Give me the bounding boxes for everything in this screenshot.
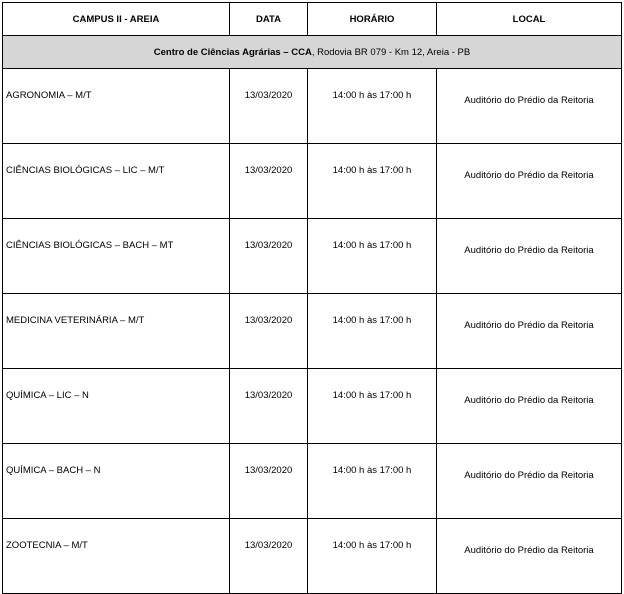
time-cell: 14:00 h às 17:00 h bbox=[308, 69, 437, 144]
header-campus: CAMPUS II - AREIA bbox=[3, 3, 230, 36]
table-row bbox=[3, 369, 622, 444]
time-cell: 14:00 h às 17:00 h bbox=[308, 294, 437, 369]
time-cell: 14:00 h às 17:00 h bbox=[308, 369, 437, 444]
date-cell: 13/03/2020 bbox=[230, 444, 308, 519]
course-cell: CIÊNCIAS BIOLÓGICAS – BACH – MT bbox=[3, 219, 230, 294]
local-cell: Auditório do Prédio da Reitoria bbox=[437, 69, 622, 144]
header-time: HORÁRIO bbox=[308, 3, 437, 36]
local-cell: Auditório do Prédio da Reitoria bbox=[437, 219, 622, 294]
course-cell: AGRONOMIA – M/T bbox=[3, 69, 230, 144]
table-row bbox=[3, 519, 622, 594]
date-cell: 13/03/2020 bbox=[230, 144, 308, 219]
campus-row bbox=[3, 36, 622, 69]
table-row bbox=[3, 294, 622, 369]
local-cell: Auditório do Prédio da Reitoria bbox=[437, 144, 622, 219]
time-cell: 14:00 h às 17:00 h bbox=[308, 144, 437, 219]
local-cell: Auditório do Prédio da Reitoria bbox=[437, 294, 622, 369]
time-cell: 14:00 h às 17:00 h bbox=[308, 219, 437, 294]
center-address: , Rodovia BR 079 - Km 12, Areia - PB bbox=[311, 46, 471, 58]
time-cell: 14:00 h às 17:00 h bbox=[308, 519, 437, 594]
date-cell: 13/03/2020 bbox=[230, 219, 308, 294]
local-cell: Auditório do Prédio da Reitoria bbox=[437, 369, 622, 444]
local-cell: Auditório do Prédio da Reitoria bbox=[437, 444, 622, 519]
local-cell: Auditório do Prédio da Reitoria bbox=[437, 519, 622, 594]
header-row bbox=[3, 3, 622, 36]
course-cell: QUÍMICA – BACH – N bbox=[3, 444, 230, 519]
date-cell: 13/03/2020 bbox=[230, 369, 308, 444]
center-name: Centro de Ciências Agrárias – CCA bbox=[153, 46, 312, 58]
table-row bbox=[3, 144, 622, 219]
time-cell: 14:00 h às 17:00 h bbox=[308, 444, 437, 519]
course-cell: CIÊNCIAS BIOLÓGICAS – LIC – M/T bbox=[3, 144, 230, 219]
campus-cell bbox=[3, 36, 622, 69]
date-cell: 13/03/2020 bbox=[230, 294, 308, 369]
table-row bbox=[3, 219, 622, 294]
table-row bbox=[3, 69, 622, 144]
date-cell: 13/03/2020 bbox=[230, 519, 308, 594]
course-cell: QUÍMICA – LIC – N bbox=[3, 369, 230, 444]
date-cell: 13/03/2020 bbox=[230, 69, 308, 144]
table-row bbox=[3, 444, 622, 519]
header-local: LOCAL bbox=[437, 3, 622, 36]
header-date: DATA bbox=[230, 3, 308, 36]
course-cell: MEDICINA VETERINÁRIA – M/T bbox=[3, 294, 230, 369]
schedule-table bbox=[2, 2, 622, 594]
course-cell: ZOOTECNIA – M/T bbox=[3, 519, 230, 594]
